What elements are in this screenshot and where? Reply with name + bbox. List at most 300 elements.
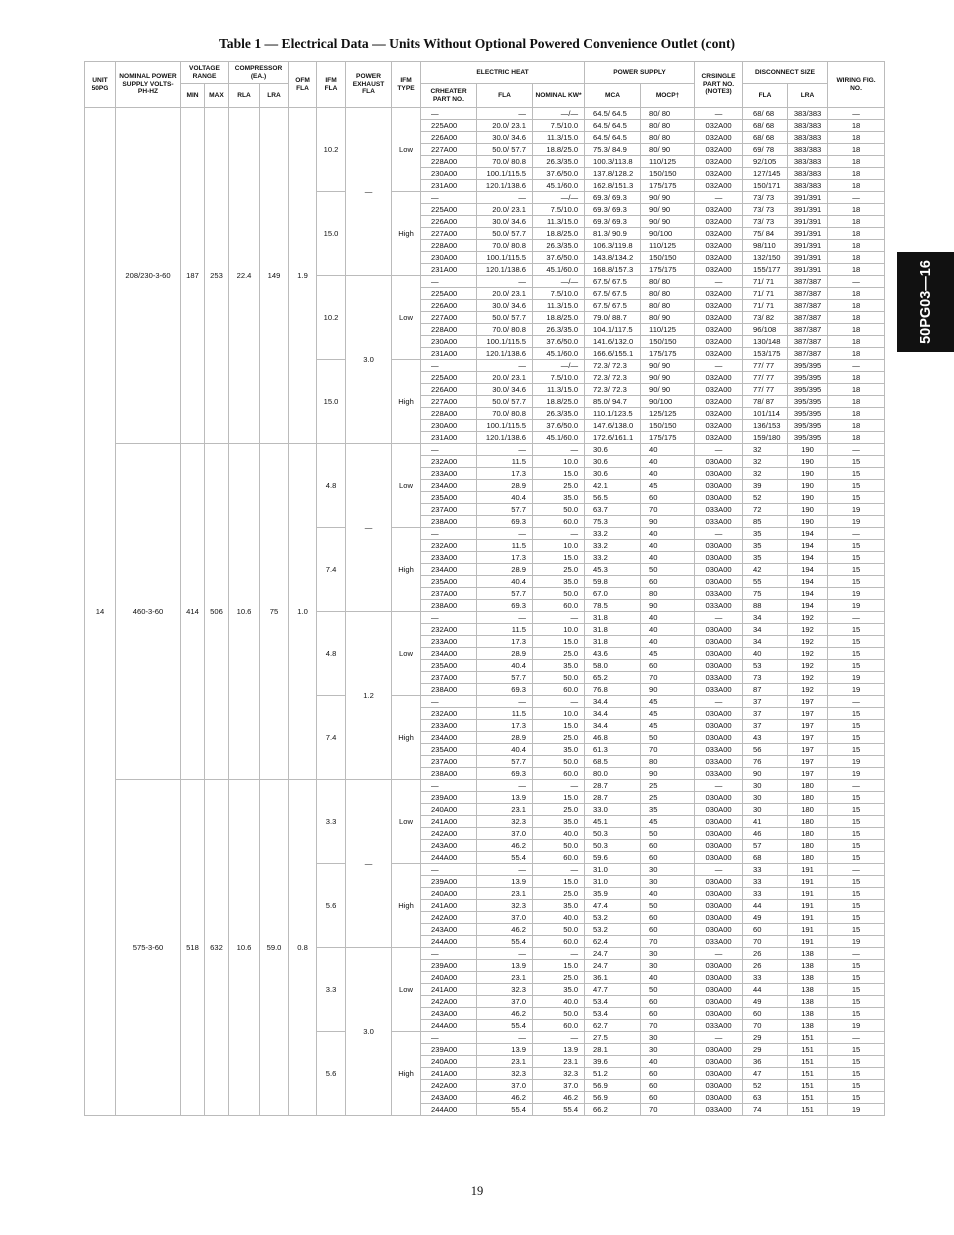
mocp-cell: 50 xyxy=(641,828,695,840)
disc-fla-cell: 78/ 87 xyxy=(743,396,788,408)
disc-fla-cell: 136/153 xyxy=(743,420,788,432)
nominal-kw-cell: 60.0 xyxy=(533,768,585,780)
wiring-cell: 15 xyxy=(828,840,885,852)
crsingle-cell: 032A00 xyxy=(695,300,743,312)
table-row xyxy=(85,780,885,792)
crheater-cell: 233A00 xyxy=(421,636,477,648)
mca-cell: 53.2 xyxy=(585,912,641,924)
ifm-type-cell: Low xyxy=(392,108,421,192)
wiring-cell: — xyxy=(828,444,885,456)
crheater-cell: 238A00 xyxy=(421,600,477,612)
nominal-kw-cell: 23.1 xyxy=(533,1056,585,1068)
crsingle-cell: 030A00 xyxy=(695,816,743,828)
nominal-kw-cell: 35.0 xyxy=(533,984,585,996)
crheater-cell: 241A00 xyxy=(421,984,477,996)
crheater-cell: 242A00 xyxy=(421,912,477,924)
crheater-cell: 225A00 xyxy=(421,204,477,216)
crheater-cell: 225A00 xyxy=(421,120,477,132)
disc-fla-cell: 46 xyxy=(743,828,788,840)
heat-fla-cell: 23.1 xyxy=(477,972,533,984)
heat-fla-cell: 17.3 xyxy=(477,468,533,480)
crsingle-cell: 030A00 xyxy=(695,888,743,900)
crsingle-cell: 030A00 xyxy=(695,972,743,984)
mca-cell: 64.5/ 64.5 xyxy=(585,120,641,132)
crsingle-cell: 032A00 xyxy=(695,288,743,300)
wiring-cell: 15 xyxy=(828,552,885,564)
nominal-kw-cell: — xyxy=(533,444,585,456)
mocp-cell: 60 xyxy=(641,840,695,852)
disc-lra-cell: 387/387 xyxy=(788,324,828,336)
heat-fla-cell: 57.7 xyxy=(477,588,533,600)
nominal-kw-cell: 26.3/35.0 xyxy=(533,240,585,252)
mca-cell: 64.5/ 64.5 xyxy=(585,108,641,120)
disc-fla-cell: 69/ 78 xyxy=(743,144,788,156)
heat-fla-cell: 69.3 xyxy=(477,600,533,612)
nominal-kw-cell: 40.0 xyxy=(533,996,585,1008)
wiring-cell: 18 xyxy=(828,384,885,396)
disc-lra-cell: 194 xyxy=(788,576,828,588)
mocp-cell: 40 xyxy=(641,468,695,480)
disc-lra-cell: 395/395 xyxy=(788,408,828,420)
disc-lra-cell: 151 xyxy=(788,1032,828,1044)
nominal-kw-cell: 15.0 xyxy=(533,792,585,804)
heat-fla-cell: 46.2 xyxy=(477,840,533,852)
nominal-kw-cell: 15.0 xyxy=(533,552,585,564)
nominal-kw-cell: 26.3/35.0 xyxy=(533,408,585,420)
crsingle-cell: — xyxy=(695,780,743,792)
disc-lra-cell: 191 xyxy=(788,888,828,900)
crheater-cell: 237A00 xyxy=(421,672,477,684)
nominal-kw-cell: — xyxy=(533,696,585,708)
mocp-cell: 35 xyxy=(641,804,695,816)
wiring-cell: — xyxy=(828,948,885,960)
wiring-cell: 18 xyxy=(828,168,885,180)
crsingle-cell: 030A00 xyxy=(695,564,743,576)
mca-cell: 80.0 xyxy=(585,768,641,780)
col-disconnect: DISCONNECT SIZE xyxy=(743,62,828,84)
crheater-cell: 226A00 xyxy=(421,132,477,144)
disc-fla-cell: 71/ 71 xyxy=(743,300,788,312)
disc-lra-cell: 190 xyxy=(788,516,828,528)
mocp-cell: 90/ 90 xyxy=(641,372,695,384)
mocp-cell: 50 xyxy=(641,900,695,912)
mca-cell: 47.4 xyxy=(585,900,641,912)
mca-cell: 53.4 xyxy=(585,1008,641,1020)
ifm-type-cell: High xyxy=(392,1032,421,1116)
col-mocp: MOCP† xyxy=(641,84,695,108)
disc-lra-cell: 191 xyxy=(788,876,828,888)
crheater-cell: 235A00 xyxy=(421,744,477,756)
disc-fla-cell: 77/ 77 xyxy=(743,372,788,384)
disc-fla-cell: 77/ 77 xyxy=(743,384,788,396)
disc-lra-cell: 194 xyxy=(788,552,828,564)
wiring-cell: 15 xyxy=(828,708,885,720)
mocp-cell: 90 xyxy=(641,516,695,528)
heat-fla-cell: 120.1/138.6 xyxy=(477,348,533,360)
mca-cell: 36.1 xyxy=(585,972,641,984)
heat-fla-cell: 69.3 xyxy=(477,684,533,696)
nominal-kw-cell: 15.0 xyxy=(533,468,585,480)
disc-lra-cell: 180 xyxy=(788,852,828,864)
col-disc-fla: FLA xyxy=(743,84,788,108)
wiring-cell: 15 xyxy=(828,564,885,576)
crsingle-cell: 030A00 xyxy=(695,552,743,564)
disc-fla-cell: 155/177 xyxy=(743,264,788,276)
mca-cell: 50.3 xyxy=(585,828,641,840)
heat-fla-cell: 13.9 xyxy=(477,1044,533,1056)
wiring-cell: 19 xyxy=(828,516,885,528)
disc-lra-cell: 180 xyxy=(788,792,828,804)
nominal-kw-cell: 46.2 xyxy=(533,1092,585,1104)
heat-fla-cell: 100.1/115.5 xyxy=(477,420,533,432)
disc-fla-cell: 52 xyxy=(743,492,788,504)
nominal-kw-cell: 25.0 xyxy=(533,804,585,816)
col-min: MIN xyxy=(181,84,205,108)
nominal-kw-cell: 15.0 xyxy=(533,876,585,888)
crsingle-cell: — xyxy=(695,276,743,288)
disc-fla-cell: 32 xyxy=(743,456,788,468)
crheater-cell: 227A00 xyxy=(421,396,477,408)
nominal-kw-cell: 45.1/60.0 xyxy=(533,348,585,360)
nominal-kw-cell: 60.0 xyxy=(533,600,585,612)
crsingle-cell: — xyxy=(695,1032,743,1044)
heat-fla-cell: 46.2 xyxy=(477,1092,533,1104)
crheater-cell: 244A00 xyxy=(421,936,477,948)
crheater-cell: 232A00 xyxy=(421,708,477,720)
crheater-cell: 234A00 xyxy=(421,648,477,660)
heat-fla-cell: — xyxy=(477,192,533,204)
disc-fla-cell: 92/105 xyxy=(743,156,788,168)
mocp-cell: 60 xyxy=(641,1080,695,1092)
mca-cell: 162.8/151.3 xyxy=(585,180,641,192)
disc-lra-cell: 138 xyxy=(788,984,828,996)
disc-fla-cell: 37 xyxy=(743,696,788,708)
wiring-cell: 18 xyxy=(828,336,885,348)
crheater-cell: 240A00 xyxy=(421,888,477,900)
ifm-type-cell: High xyxy=(392,696,421,780)
mocp-cell: 60 xyxy=(641,912,695,924)
mca-cell: 65.2 xyxy=(585,672,641,684)
mocp-cell: 175/175 xyxy=(641,264,695,276)
crheater-cell: 232A00 xyxy=(421,540,477,552)
nominal-kw-cell: 35.0 xyxy=(533,492,585,504)
col-wiring: WIRING FIG. NO. xyxy=(828,62,885,108)
wiring-cell: 15 xyxy=(828,1056,885,1068)
disc-fla-cell: 63 xyxy=(743,1092,788,1104)
mocp-cell: 70 xyxy=(641,744,695,756)
disc-lra-cell: 391/391 xyxy=(788,228,828,240)
wiring-cell: 18 xyxy=(828,216,885,228)
side-tab-label: 50PG03—16 xyxy=(917,260,934,344)
mca-cell: 39.6 xyxy=(585,1056,641,1068)
mocp-cell: 40 xyxy=(641,624,695,636)
crsingle-cell: 030A00 xyxy=(695,984,743,996)
wiring-cell: 15 xyxy=(828,480,885,492)
crsingle-cell: 030A00 xyxy=(695,900,743,912)
crsingle-cell: 030A00 xyxy=(695,456,743,468)
mca-cell: 75.3 xyxy=(585,516,641,528)
mca-cell: 75.3/ 84.9 xyxy=(585,144,641,156)
disc-fla-cell: 29 xyxy=(743,1044,788,1056)
nominal-kw-cell: 26.3/35.0 xyxy=(533,156,585,168)
mca-cell: 31.8 xyxy=(585,624,641,636)
wiring-cell: 15 xyxy=(828,744,885,756)
mocp-cell: 70 xyxy=(641,672,695,684)
crsingle-cell: 030A00 xyxy=(695,732,743,744)
mca-cell: 28.1 xyxy=(585,1044,641,1056)
wiring-cell: 18 xyxy=(828,312,885,324)
disc-fla-cell: 77/ 77 xyxy=(743,360,788,372)
rla-cell: 22.4 xyxy=(229,108,260,444)
crsingle-cell: 030A00 xyxy=(695,660,743,672)
nominal-kw-cell: 35.0 xyxy=(533,816,585,828)
ifm-cell: 15.0 xyxy=(317,192,346,276)
heat-fla-cell: 120.1/138.6 xyxy=(477,180,533,192)
nominal-kw-cell: 7.5/10.0 xyxy=(533,120,585,132)
crsingle-cell: 032A00 xyxy=(695,168,743,180)
nominal-kw-cell: 35.0 xyxy=(533,660,585,672)
disc-lra-cell: 190 xyxy=(788,492,828,504)
crheater-cell: 239A00 xyxy=(421,960,477,972)
crsingle-cell: 033A00 xyxy=(695,768,743,780)
disc-fla-cell: 33 xyxy=(743,888,788,900)
mocp-cell: 25 xyxy=(641,792,695,804)
disc-fla-cell: 68 xyxy=(743,852,788,864)
mocp-cell: 40 xyxy=(641,972,695,984)
disc-fla-cell: 33 xyxy=(743,876,788,888)
nominal-kw-cell: 40.0 xyxy=(533,828,585,840)
disc-lra-cell: 197 xyxy=(788,720,828,732)
disc-fla-cell: 60 xyxy=(743,1008,788,1020)
disc-fla-cell: 36 xyxy=(743,1056,788,1068)
crheater-cell: 238A00 xyxy=(421,684,477,696)
mocp-cell: 90 xyxy=(641,768,695,780)
nominal-kw-cell: 7.5/10.0 xyxy=(533,204,585,216)
lra-cell: 59.0 xyxy=(260,780,289,1116)
mocp-cell: 125/125 xyxy=(641,408,695,420)
mocp-cell: 150/150 xyxy=(641,252,695,264)
crsingle-cell: 030A00 xyxy=(695,648,743,660)
mca-cell: 45.3 xyxy=(585,564,641,576)
mocp-cell: 90 xyxy=(641,600,695,612)
crsingle-cell: — xyxy=(695,192,743,204)
wiring-cell: — xyxy=(828,360,885,372)
heat-fla-cell: 40.4 xyxy=(477,660,533,672)
heat-fla-cell: 70.0/ 80.8 xyxy=(477,408,533,420)
crheater-cell: 244A00 xyxy=(421,1104,477,1116)
crheater-cell: 242A00 xyxy=(421,996,477,1008)
crheater-cell: — xyxy=(421,108,477,120)
wiring-cell: 15 xyxy=(828,888,885,900)
heat-fla-cell: 50.0/ 57.7 xyxy=(477,228,533,240)
crheater-cell: 231A00 xyxy=(421,180,477,192)
lra-cell: 75 xyxy=(260,444,289,780)
disc-lra-cell: 383/383 xyxy=(788,120,828,132)
mca-cell: 62.4 xyxy=(585,936,641,948)
crsingle-cell: 032A00 xyxy=(695,264,743,276)
mca-cell: 34.4 xyxy=(585,720,641,732)
disc-fla-cell: 75 xyxy=(743,588,788,600)
table-row xyxy=(85,444,885,456)
heat-fla-cell: 55.4 xyxy=(477,1020,533,1032)
max-cell: 632 xyxy=(205,780,229,1116)
crsingle-cell: 030A00 xyxy=(695,1068,743,1080)
mocp-cell: 80/ 80 xyxy=(641,108,695,120)
disc-fla-cell: 30 xyxy=(743,780,788,792)
mocp-cell: 80/ 80 xyxy=(641,300,695,312)
mocp-cell: 60 xyxy=(641,660,695,672)
disc-lra-cell: 138 xyxy=(788,1020,828,1032)
nominal-kw-cell: 11.3/15.0 xyxy=(533,300,585,312)
col-unit: UNIT 50PG xyxy=(85,62,116,108)
crsingle-cell: 030A00 xyxy=(695,708,743,720)
crheater-cell: 230A00 xyxy=(421,168,477,180)
nominal-kw-cell: —/— xyxy=(533,192,585,204)
col-mca: MCA xyxy=(585,84,641,108)
heat-fla-cell: 32.3 xyxy=(477,984,533,996)
mca-cell: 35.9 xyxy=(585,888,641,900)
wiring-cell: 19 xyxy=(828,756,885,768)
crsingle-cell: 032A00 xyxy=(695,132,743,144)
heat-fla-cell: 28.9 xyxy=(477,648,533,660)
mca-cell: 59.6 xyxy=(585,852,641,864)
mocp-cell: 110/125 xyxy=(641,156,695,168)
ifm-cell: 7.4 xyxy=(317,696,346,780)
heat-fla-cell: 70.0/ 80.8 xyxy=(477,156,533,168)
heat-fla-cell: — xyxy=(477,360,533,372)
ifm-type-cell: High xyxy=(392,864,421,948)
crheater-cell: 243A00 xyxy=(421,1008,477,1020)
nominal-kw-cell: 60.0 xyxy=(533,684,585,696)
crsingle-cell: 032A00 xyxy=(695,396,743,408)
wiring-cell: — xyxy=(828,864,885,876)
wiring-cell: 18 xyxy=(828,240,885,252)
nominal-kw-cell: 25.0 xyxy=(533,480,585,492)
nominal-kw-cell: — xyxy=(533,864,585,876)
crheater-cell: 232A00 xyxy=(421,624,477,636)
crheater-cell: 227A00 xyxy=(421,144,477,156)
lra-cell: 149 xyxy=(260,108,289,444)
nominal-kw-cell: —/— xyxy=(533,276,585,288)
mca-cell: 56.9 xyxy=(585,1092,641,1104)
crheater-cell: 234A00 xyxy=(421,564,477,576)
disc-lra-cell: 180 xyxy=(788,840,828,852)
mocp-cell: 30 xyxy=(641,1032,695,1044)
crheater-cell: — xyxy=(421,276,477,288)
mca-cell: 51.2 xyxy=(585,1068,641,1080)
disc-lra-cell: 192 xyxy=(788,636,828,648)
crsingle-cell: 033A00 xyxy=(695,756,743,768)
disc-fla-cell: 55 xyxy=(743,576,788,588)
mocp-cell: 45 xyxy=(641,480,695,492)
crsingle-cell: 030A00 xyxy=(695,960,743,972)
nominal-kw-cell: 50.0 xyxy=(533,1008,585,1020)
heat-fla-cell: 17.3 xyxy=(477,720,533,732)
crheater-cell: — xyxy=(421,444,477,456)
mca-cell: 34.4 xyxy=(585,708,641,720)
wiring-cell: 18 xyxy=(828,264,885,276)
crheater-cell: 230A00 xyxy=(421,420,477,432)
nominal-kw-cell: 25.0 xyxy=(533,648,585,660)
mca-cell: 33.2 xyxy=(585,540,641,552)
wiring-cell: 15 xyxy=(828,1008,885,1020)
ofm-cell: 1.9 xyxy=(289,108,317,444)
heat-fla-cell: 100.1/115.5 xyxy=(477,168,533,180)
mocp-cell: 60 xyxy=(641,924,695,936)
nominal-kw-cell: 60.0 xyxy=(533,1020,585,1032)
mca-cell: 67.5/ 67.5 xyxy=(585,288,641,300)
disc-lra-cell: 194 xyxy=(788,540,828,552)
crheater-cell: 237A00 xyxy=(421,756,477,768)
disc-lra-cell: 190 xyxy=(788,480,828,492)
wiring-cell: 15 xyxy=(828,456,885,468)
wiring-cell: 15 xyxy=(828,576,885,588)
nominal-kw-cell: 60.0 xyxy=(533,852,585,864)
disc-fla-cell: 101/114 xyxy=(743,408,788,420)
mca-cell: 68.5 xyxy=(585,756,641,768)
nominal-kw-cell: 37.6/50.0 xyxy=(533,252,585,264)
crheater-cell: 231A00 xyxy=(421,432,477,444)
mca-cell: 81.3/ 90.9 xyxy=(585,228,641,240)
mocp-cell: 50 xyxy=(641,984,695,996)
heat-fla-cell: 13.9 xyxy=(477,960,533,972)
disc-lra-cell: 387/387 xyxy=(788,300,828,312)
disc-fla-cell: 33 xyxy=(743,972,788,984)
disc-lra-cell: 138 xyxy=(788,960,828,972)
heat-fla-cell: 11.5 xyxy=(477,708,533,720)
col-nominal-kw: NOMINAL KW* xyxy=(533,84,585,108)
crheater-cell: 225A00 xyxy=(421,288,477,300)
mocp-cell: 40 xyxy=(641,1056,695,1068)
col-ifm-type: IFM TYPE xyxy=(392,62,421,108)
nominal-kw-cell: — xyxy=(533,948,585,960)
crsingle-cell: — xyxy=(695,864,743,876)
crheater-cell: — xyxy=(421,192,477,204)
mca-cell: 62.7 xyxy=(585,1020,641,1032)
disc-fla-cell: 49 xyxy=(743,912,788,924)
wiring-cell: 19 xyxy=(828,1020,885,1032)
nominal-kw-cell: 18.8/25.0 xyxy=(533,396,585,408)
heat-fla-cell: 37.0 xyxy=(477,1080,533,1092)
crheater-cell: 233A00 xyxy=(421,468,477,480)
mocp-cell: 30 xyxy=(641,948,695,960)
disc-fla-cell: 53 xyxy=(743,660,788,672)
crsingle-cell: 032A00 xyxy=(695,312,743,324)
disc-fla-cell: 76 xyxy=(743,756,788,768)
disc-lra-cell: 191 xyxy=(788,900,828,912)
wiring-cell: 15 xyxy=(828,924,885,936)
mocp-cell: 60 xyxy=(641,492,695,504)
mocp-cell: 70 xyxy=(641,1104,695,1116)
mca-cell: 69.3/ 69.3 xyxy=(585,204,641,216)
ifm-type-cell: High xyxy=(392,192,421,276)
crsingle-cell: 030A00 xyxy=(695,624,743,636)
disc-lra-cell: 383/383 xyxy=(788,156,828,168)
disc-lra-cell: 192 xyxy=(788,612,828,624)
mocp-cell: 150/150 xyxy=(641,420,695,432)
mca-cell: 45.1 xyxy=(585,816,641,828)
crheater-cell: 228A00 xyxy=(421,240,477,252)
mca-cell: 50.3 xyxy=(585,840,641,852)
crsingle-cell: — xyxy=(695,696,743,708)
crheater-cell: 230A00 xyxy=(421,336,477,348)
heat-fla-cell: — xyxy=(477,1032,533,1044)
heat-fla-cell: 28.9 xyxy=(477,564,533,576)
wiring-cell: 19 xyxy=(828,504,885,516)
disc-lra-cell: 395/395 xyxy=(788,420,828,432)
disc-fla-cell: 44 xyxy=(743,984,788,996)
col-rla: RLA xyxy=(229,84,260,108)
